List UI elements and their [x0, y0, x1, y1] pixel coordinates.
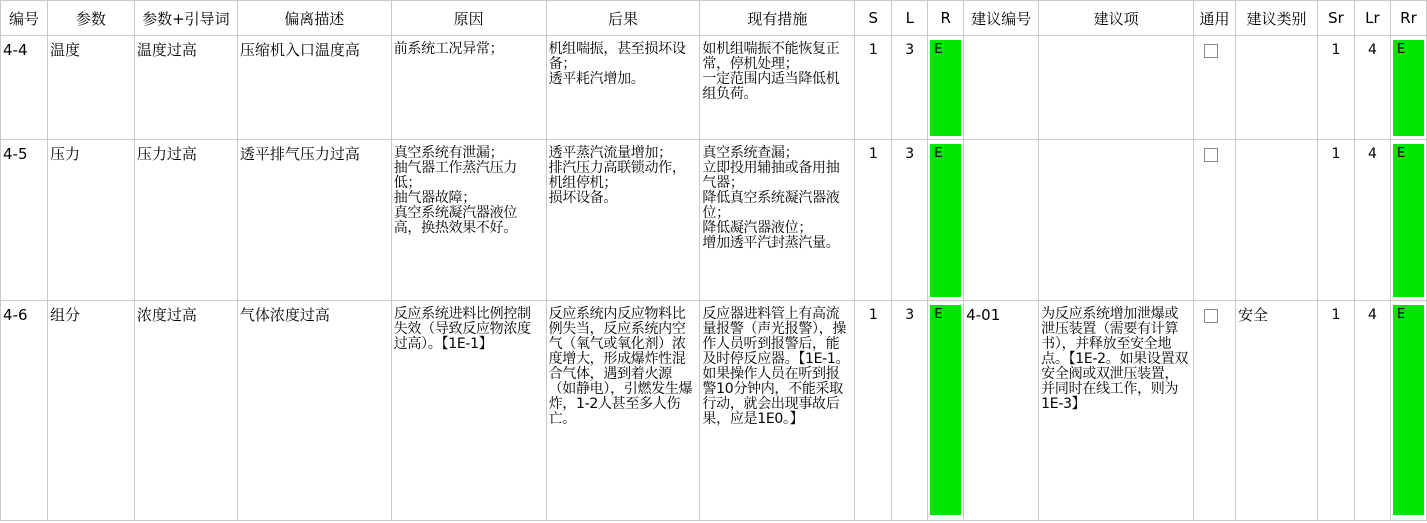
table-row[interactable] [1, 36, 1427, 140]
cell-deviation[interactable]: 透平排气压力过高 [237, 140, 391, 301]
generic-checkbox[interactable] [1204, 44, 1218, 58]
cell-rr[interactable] [1390, 301, 1426, 521]
col-header-id[interactable]: 编号 [1, 1, 48, 36]
residual-risk-badge: E [1393, 144, 1424, 297]
cell-rec-cat[interactable] [1236, 36, 1318, 140]
cell-consequence[interactable]: 透平蒸汽流量增加； 排汽压力高联锁动作，机组停机； 损坏设备。 [546, 140, 700, 301]
cell-rr[interactable] [1390, 140, 1426, 301]
col-header-r[interactable]: R [928, 1, 964, 36]
col-header-deviation[interactable]: 偏离描述 [237, 1, 391, 36]
cell-rec-cat[interactable] [1236, 140, 1318, 301]
header-row [1, 1, 1427, 36]
cell-l[interactable]: 3 [892, 301, 928, 521]
cell-generic [1194, 301, 1236, 521]
cell-param[interactable]: 压力 [47, 140, 134, 301]
col-header-sr[interactable]: Sr [1317, 1, 1354, 36]
cell-param[interactable]: 组分 [47, 301, 134, 521]
generic-checkbox[interactable] [1204, 309, 1218, 323]
cell-lr[interactable]: 4 [1354, 301, 1390, 521]
cell-rec-no[interactable]: 4-01 [964, 301, 1039, 521]
cell-id[interactable]: 4-6 [1, 301, 48, 521]
cell-measures[interactable]: 反应器进料管上有高流量报警（声光报警），操作人员听到报警后，能及时停反应器。【1E-1。如果操作人员在听到报警10分钟内，不能采取行动，就会出现事故后果，应是1E0。】 [700, 301, 855, 521]
cell-rec-cat[interactable]: 安全 [1236, 301, 1318, 521]
cell-measures[interactable]: 如机组喘振不能恢复正常，停机处理； 一定范围内适当降低机组负荷。 [700, 36, 855, 140]
col-header-generic[interactable]: 通用 [1194, 1, 1236, 36]
cell-rr[interactable] [1390, 36, 1426, 140]
cell-consequence[interactable]: 反应系统内反应物料比例失当，反应系统内空气（氧气或氧化剂）浓度增大，形成爆炸性混合气体，遇到着火源（如静电），引燃发生爆炸，1-2人甚至多人伤亡。 [546, 301, 700, 521]
generic-checkbox[interactable] [1204, 148, 1218, 162]
cell-s[interactable]: 1 [855, 36, 892, 140]
risk-badge: E [930, 144, 961, 297]
col-header-l[interactable]: L [892, 1, 928, 36]
cell-cause[interactable]: 真空系统有泄漏； 抽气器工作蒸汽压力低； 抽气器故障； 真空系统凝汽器液位高，换热效果不好。 [391, 140, 546, 301]
cell-measures[interactable]: 真空系统查漏； 立即投用辅抽或备用抽气器； 降低真空系统凝汽器液位； 降低凝汽器液位； 增加透平汽封蒸汽量。 [700, 140, 855, 301]
cell-param-guide[interactable]: 压力过高 [134, 140, 237, 301]
col-header-s[interactable]: S [855, 1, 892, 36]
cell-rec-no[interactable] [964, 36, 1039, 140]
col-header-rr[interactable]: Rr [1390, 1, 1426, 36]
cell-s[interactable]: 1 [855, 140, 892, 301]
risk-badge: E [930, 305, 961, 515]
cell-l[interactable]: 3 [892, 36, 928, 140]
col-header-rec-no[interactable]: 建议编号 [964, 1, 1039, 36]
cell-deviation[interactable]: 气体浓度过高 [237, 301, 391, 521]
residual-risk-badge: E [1393, 305, 1424, 515]
cell-s[interactable]: 1 [855, 301, 892, 521]
cell-r[interactable] [928, 36, 964, 140]
col-header-rec[interactable]: 建议项 [1039, 1, 1194, 36]
cell-param-guide[interactable]: 温度过高 [134, 36, 237, 140]
risk-badge: E [930, 40, 961, 136]
cell-rec[interactable] [1039, 36, 1194, 140]
cell-l[interactable]: 3 [892, 140, 928, 301]
cell-rec-no[interactable] [964, 140, 1039, 301]
cell-id[interactable]: 4-5 [1, 140, 48, 301]
cell-sr[interactable]: 1 [1317, 301, 1354, 521]
cell-param[interactable]: 温度 [47, 36, 134, 140]
table-row[interactable] [1, 140, 1427, 301]
cell-r[interactable] [928, 301, 964, 521]
cell-rec[interactable]: 为反应系统增加泄爆或泄压装置（需要有计算书），并释放至安全地点。【1E-2。如果设置双安全阀或双泄压装置，并同时在线工作，则为1E-3】 [1039, 301, 1194, 521]
col-header-measures[interactable]: 现有措施 [700, 1, 855, 36]
cell-lr[interactable]: 4 [1354, 140, 1390, 301]
cell-id[interactable]: 4-4 [1, 36, 48, 140]
cell-lr[interactable]: 4 [1354, 36, 1390, 140]
col-header-param-guide[interactable]: 参数+引导词 [134, 1, 237, 36]
cell-sr[interactable]: 1 [1317, 36, 1354, 140]
cell-generic [1194, 140, 1236, 301]
col-header-cause[interactable]: 原因 [391, 1, 546, 36]
cell-rec[interactable] [1039, 140, 1194, 301]
col-header-param[interactable]: 参数 [47, 1, 134, 36]
cell-cause[interactable]: 前系统工况异常； [391, 36, 546, 140]
cell-deviation[interactable]: 压缩机入口温度高 [237, 36, 391, 140]
table-row[interactable] [1, 301, 1427, 521]
cell-param-guide[interactable]: 浓度过高 [134, 301, 237, 521]
cell-sr[interactable]: 1 [1317, 140, 1354, 301]
cell-r[interactable] [928, 140, 964, 301]
col-header-consequence[interactable]: 后果 [546, 1, 700, 36]
residual-risk-badge: E [1393, 40, 1424, 136]
col-header-rec-cat[interactable]: 建议类别 [1236, 1, 1318, 36]
col-header-lr[interactable]: Lr [1354, 1, 1390, 36]
cell-consequence[interactable]: 机组喘振，甚至损坏设备； 透平耗汽增加。 [546, 36, 700, 140]
cell-generic [1194, 36, 1236, 140]
cell-cause[interactable]: 反应系统进料比例控制失效（导致反应物浓度过高）。【1E-1】 [391, 301, 546, 521]
